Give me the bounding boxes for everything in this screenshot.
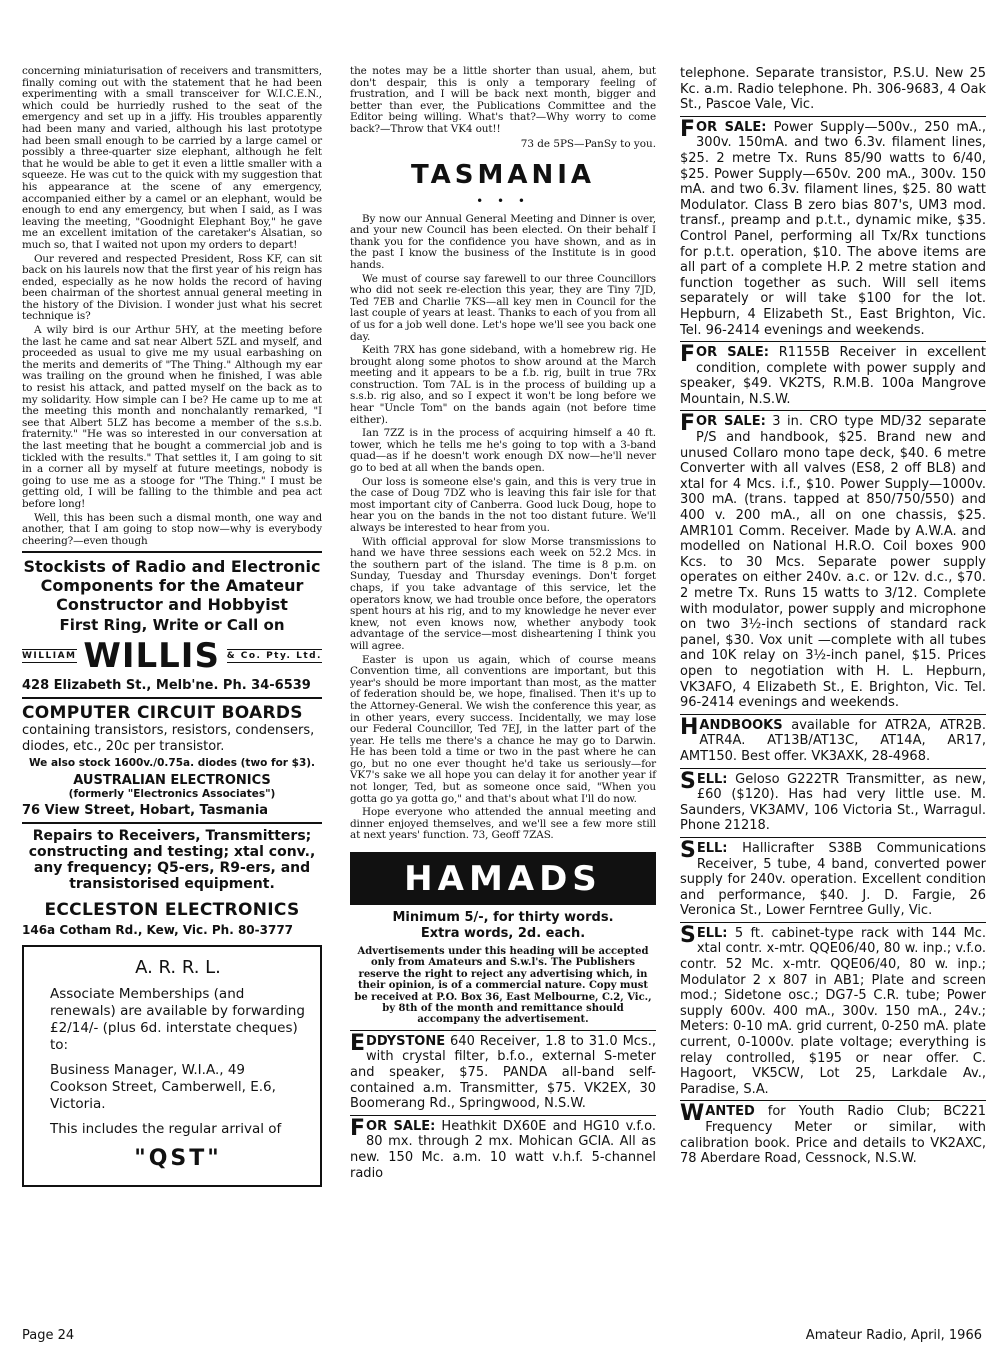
article-paragraph: Easter is upon us again, which of course means Convention time, all conventions are important, but this year's should be more important than most, as the matter of federation should be, we hope, finalised. Then it's up to the Attorney-General. We wish the conference this year, as in other years, every success. Incidentally, we may lose our Federal Councillor, Ted 7EJ, in the latter part of the year. He tells me there's a chance he may go to Darwin. He has been told a time or two in the past where he can go, but no one ever thought he'd take us seriously—for VK7's sake we all hope you can delay it for another year if not longer, Ted, but as someone once said, "When you gotta go ya gotta go," and that's about what I'll do now. <box>350 653 656 805</box>
classified-ad <box>680 411 986 711</box>
ad-text: Geloso G222TR Transmitter, as new, £60 ($120). Has had very little use. M. Saunders, VK3AMV, 106 Victoria St., Warragul. Phone 21218. <box>680 771 986 834</box>
willis-name: WILLIS <box>83 636 220 677</box>
ad-lead: OR SALE: <box>696 414 766 430</box>
article-paragraph: Our revered and respected President, Ross KF, can sit back on his laurels now that the first year of his reign has ended, especially as he now holds the record of having been chairman of the shortest annual general meeting in the history of the Division. I wonder just what his secret technique is? <box>22 252 322 323</box>
ad-text: 640 Receiver, 1.8 to 31.0 Mcs., with crystal filter, b.f.o., external S-meter and speaker, $75. PANDA all-band self-contained a.m. Transmitter, $75. VK2EX, 30 Boomerang Rd., Springwood, N.S.W. <box>350 1033 656 1112</box>
divider <box>680 1100 986 1101</box>
ad-text: R1155B Receiver in excellent condition, complete with power supply and speaker, $49. VK2TS, R.M.B. 100a Mangrove Mountain, N.S.W. <box>680 345 987 407</box>
article-paragraph: Ian 7ZZ is in the process of acquiring himself a 40 ft. tower, which he tells me he's going to top with a 3-band quad—as if he doesn't work enough DX now—he'll never go to bed at all when the bands open. <box>350 427 656 475</box>
divider <box>680 341 986 342</box>
section-heading-tasmania: TASMANIA <box>410 159 596 190</box>
computer-boards-formerly: (formerly "Electronics Associates") <box>68 788 276 801</box>
drop-cap: F <box>680 342 696 368</box>
drop-cap: F <box>680 116 696 142</box>
divider <box>350 1115 656 1116</box>
willis-first-name: WILLIAM <box>22 651 77 662</box>
drop-cap: H <box>680 714 699 740</box>
arrl-ad <box>22 945 322 1187</box>
article-paragraph: the notes may be a little shorter than usual, ahem, but don't despair, this is only a temporary feeling of frustration, and I will be back next month, bigger and better than ever, the Publications Committee and the Editor being willing. What's that?—Why worry to come back?—Throw that VK4 out!! <box>350 65 656 135</box>
eccleston-text: Repairs to Receivers, Transmitters; constructing and testing; xtal conv., any frequency; Q5-ers, R9-ers, and transistorised equipment. <box>28 828 316 893</box>
column-1 <box>22 66 322 1187</box>
hamads-notice: Advertisements under this heading will be accepted only from Amateurs and S.w.l's. The Publishers reserve the right to reject any advertising which, in their opinion, is of a commercial nature. Copy must be received at P.O. Box 36, East Melbourne, C.2, Vic., by 8th of the month and remittance should accompany the advertisement. <box>354 946 652 1026</box>
willis-logo <box>22 636 322 676</box>
classified-ad <box>350 1030 656 1112</box>
drop-cap: S <box>680 837 696 863</box>
divider <box>680 116 986 117</box>
classified-ad <box>680 922 986 1098</box>
divider <box>680 922 986 923</box>
drop-cap: S <box>680 768 696 794</box>
willis-ad <box>22 557 322 693</box>
ad-lead: DDYSTONE <box>366 1033 446 1049</box>
ad-lead: ELL: <box>696 840 728 856</box>
ad-lead: ANDBOOKS <box>699 717 783 733</box>
ad-lead: ELL: <box>696 771 728 787</box>
drop-cap: F <box>680 411 696 437</box>
article-paragraph: concerning miniaturisation of receivers and transmitters, finally coming out with the statement that he had been experimenting with a small transceiver for W.I.C.E.N., which could be hurriedly rushed to the seat of the emergency and set up in a jiffy. His troubles apparently had been many and varied, although his last prototype had been small enough to be carried by a large camel or possibly a three-quarter size elephant, although he felt that he would be able to get it even a little smaller with a squeeze. He was cut to the quick with my suggestion that his appearance at the scene of any emergency, accompanied either by a camel or an elephant, would be enough to end any emergency, but when I said, as I was leaving the meeting, "Goodnight Elephant Boy," he gave me an excellent imitation of the caretaker's Alsatian, so much so, that I waited not upon my orders to depart! <box>22 65 322 251</box>
classified-ad <box>680 1101 986 1167</box>
article-paragraph: We must of course say farewell to our three Councillors who did not seek re-election this year, they are Tiny 7JD, Ted 7EB and Charlie 7KS—all key men in Council for the last couple of years at least. Thanks to each of you from all of us for a job well done. Let's hope we'll see you back one day. <box>350 272 656 343</box>
classified-ad <box>680 342 987 407</box>
ad-text: for Youth Radio Club; BC221 Frequency Meter or similar, with calibration book. Price and details to VK2AXC, 78 Aberdare Road, Cessnock, N.S.W. <box>680 1104 986 1167</box>
arrl-address: Business Manager, W.I.A., 49 Cookson Street, Camberwell, E.6, Victoria. <box>50 1062 276 1113</box>
computer-boards-ad <box>22 703 322 818</box>
classified-ad <box>680 837 986 919</box>
ad-text: 5 ft. cabinet-type rack with 144 Mc. xtal contr. x-mtr. QQE06/40, 80 w. inp.; v.f.o. contr. 52 Mc. x-mtr. QQE06/40, 80 w. inp.; Modulator 2 x 807 in AB1; Plate and screen mod.; Sidetone osc.; DG7-5 C.R. tube; Power supply 600v. 400 mA., 300v. 150 mA., 24v.; Meters: 0-10 mA. grid current, 0-250 mA. plate current, 0-1000v. plate voltage; everything is relay controlled, $195 or near offer. C. Hagoort, VK5CW, Lot 25, Larkdale Av., Paradise, S.A. <box>680 925 986 1097</box>
ad-text: available for ATR2A, ATR2B. ATR4A. AT13B/AT13C, AT14A, AR17, AMT150. Best offer. VK3AXK, 28-4968. <box>680 717 986 764</box>
hamads-banner: HAMADS <box>350 852 656 905</box>
drop-cap: E <box>350 1030 366 1056</box>
ad-lead: OR SALE: <box>366 1118 436 1134</box>
article-signature: 73 de 5PS—PanSy to you. <box>520 137 656 150</box>
article-paragraph: Our loss is someone else's gain, and this is very true in the case of Doug 7DZ who is leaving this fair isle for that most important city of Canberra. Good luck Doug, hope to hear you on the bands in the not too distant future. We'll always be interested to hear from you. <box>350 475 656 534</box>
drop-cap: W <box>680 1101 705 1127</box>
ad-lead: OR SALE: <box>696 345 770 361</box>
arrl-text: Associate Memberships (and renewals) are available by forwarding £2/14/- (plus 6d. interstate cheques) to: <box>50 986 305 1054</box>
classified-ad <box>680 116 986 338</box>
ad-lead: ELL: <box>696 925 728 941</box>
publication-line: Amateur Radio, April, 1966 <box>805 1328 982 1343</box>
classified-ad-continued: telephone. Separate transistor, P.S.U. New 25 Kc. a.m. Radio telephone. Ph. 306-9683, 4 Oak St., Pascoe Vale, Vic. <box>680 66 986 113</box>
willis-call: First Ring, Write or Call on <box>59 616 285 635</box>
drop-cap: S <box>680 922 696 948</box>
eccleston-address: 146a Cotham Rd., Kew, Vic. Ph. 80-3777 <box>22 923 294 938</box>
drop-cap: F <box>350 1115 366 1141</box>
divider <box>22 822 322 824</box>
hamads-extra: Extra words, 2d. each. <box>420 926 586 942</box>
column-2 <box>350 66 656 1184</box>
hamads-rate: Minimum 5/-, for thirty words. <box>392 910 614 926</box>
divider <box>680 837 986 838</box>
divider <box>680 410 986 411</box>
willis-suffix: & Co. Pty. Ltd. <box>226 651 322 662</box>
computer-boards-headline: COMPUTER CIRCUIT BOARDS <box>22 703 303 724</box>
classified-ad <box>680 714 986 765</box>
willis-headline: Stockists of Radio and Electronic Components for the Amateur Constructor and Hobbyist <box>23 557 321 615</box>
computer-boards-stock: We also stock 1600v./0.75a. diodes (two for $3). <box>28 757 316 770</box>
ad-text: Heathkit DX60E and HG10 v.f.o. 80 mx. through 2 mx. Mohican GCIA. All as new. 150 Mc. a.m. 10 watt v.h.f. 5-channel radio <box>350 1118 657 1181</box>
ornament-dots: • • • <box>476 193 530 208</box>
article-paragraph: Keith 7RX has gone sideband, with a homebrew rig. He brought along some photos to show around at the March meeting and it appears to be a f.b. rig, built in true 7Rx construction. Tom 7AL is in the process of building up a s.s.b. rig also, and so I expect it won't be long before we hear "Uncle Tom" on the bands again (not before time either). <box>350 344 656 426</box>
arrl-includes: This includes the regular arrival of <box>50 1121 282 1138</box>
page-number: Page 24 <box>22 1328 75 1343</box>
classified-ad <box>680 768 986 834</box>
article-paragraph: By now our Annual General Meeting and Dinner is over, and your new Council has been elected. On their behalf I thank you for the confidence you have shown, and as in the past I know the business of the Institute is in good hands. <box>350 212 656 271</box>
divider <box>22 551 322 553</box>
computer-boards-company: AUSTRALIAN ELECTRONICS <box>73 773 271 789</box>
divider <box>680 768 986 769</box>
column-3 <box>680 66 986 1170</box>
ad-text: Power Supply—500v., 250 mA., 300v. 150mA. and two 6.3v. filament lines, $25. 2 metre Tx. Runs 85/90 watts to 6/40, $25. Power Supply—650v. 200 mA., 300v. 150 mA. and two 6.3v. filament lines, $25. 80 watt Modulator. Class B zero bias 807's, UM3 mod. transf., preamp and p.t.t., dynamic mike, $35. Control Panel, performing all Tx/Rx tunctions for p.t.t. operation, $10. The above items are all part of a complete H.P. 2 metre station and function together as such. Will sell items separately or will take $100 for the lot. Hepburn, 4 Elizabeth St., East Brighton, Vic. Tel. 96-2414 evenings and weekends. <box>680 119 986 338</box>
article-paragraph: Hope everyone who attended the annual meeting and dinner enjoyed themselves, and we'll see a few more still at next years' function. 73, Geoff 7ZAS. <box>350 806 656 842</box>
divider <box>680 714 986 715</box>
eccleston-company: ECCLESTON ELECTRONICS <box>44 900 300 921</box>
arrl-title: A. R. R. L. <box>135 957 221 979</box>
computer-boards-text: containing transistors, resistors, condensers, diodes, etc., 20c per transistor. <box>22 723 315 755</box>
classified-ad <box>350 1115 657 1181</box>
article-paragraph: Well, this has been such a dismal month, one way and another, that I am going to stop now—why is everybody cheering?—even though <box>22 511 322 547</box>
arrl-qst: "QST" <box>134 1146 222 1172</box>
willis-address: 428 Elizabeth St., Melb'ne. Ph. 34-6539 <box>22 678 311 694</box>
ad-text: 3 in. CRO type MD/32 separate P/S and handbook, $25. Brand new and unused Collaro mono tape deck, $40. 6 metre Converter with all valves (ES8, 2 off BL8) and xtal for 4 Mcs. i.f., $10. Power Supply—1000v. 300 mA. (trans. tapped at 850/750/550) and 400 v. 200 mA., all on one chassis, $25. AMR101 Comm. Receiver. Made by A.W.A. and modelled on National H.R.O. Coil boxes 900 Kcs. to 30 Mcs. Separate power supply operates on either 240v. a.c. or 12v. d.c., $70. 2 metre Tx. Runs 15 watts to 3/12. Complete with modulator, power supply and microphone on two 3½-inch sections of standard rack panel, $30. Vox unit —complete with all tubes and 10K relay on 3½-inch panel, $15. Prices open to negotiation with H. L. Hepburn, VK3AFO, 4 Elizabeth St., E. Brighton, Vic. Tel. 96-2414 evenings and weekends. <box>680 414 986 711</box>
divider <box>350 1030 656 1031</box>
ad-lead: OR SALE: <box>696 119 767 135</box>
ad-text: Hallicrafter S38B Communications Receiver, 5 tube, 4 band, converted power supply for 240v. operation. Excellent condition and performance, $40. J. D. Fargie, 26 Veronica St., Lower Ferntree Gully, Vic. <box>680 840 986 919</box>
ad-lead: ANTED <box>705 1104 755 1120</box>
computer-boards-address: 76 View Street, Hobart, Tasmania <box>22 803 269 819</box>
article-paragraph: A wily bird is our Arthur 5HY, at the meeting before the last he came and sat near Albert 5ZL and myself, and proceeded as usual to give me my usual earbashing on the merits and demerits of "The Thing." Although my ear was trailing on the ground when he finished, I was able to resist his attack, and patted myself on the back as to my solidarity. How simple can I be? He came up to me at the meeting this month and nonchalantly remarked, "I see that Albert 5LZ has become a member of the s.s.b. fraternity." "He was so interested in our conversation at the last meeting that he bought a commercial job and is tickled with the results." That settles it, I am going to sit in a corner all by myself at future meetings, nobody is going to use me as a stooge for "The Thing." I must be getting old, I will be falling to the thimble and pea act before long! <box>22 324 322 510</box>
eccleston-ad <box>22 828 322 937</box>
divider <box>22 697 322 699</box>
article-paragraph: With official approval for slow Morse transmissions to hand we have three sessions each week on 52.2 Mcs. in the southern part of the island. The time is 8 p.m. on Sunday, Tuesday and Thursday evenings. Don't forget chaps, if you take advantage of this service, let the operators know, we had trouble once before, the operators spent hours at his rig, and to my knowledge he never ever knew, not even knows now, whether anybody took advantage of the service—most disheartening I think you will agree. <box>350 535 656 652</box>
